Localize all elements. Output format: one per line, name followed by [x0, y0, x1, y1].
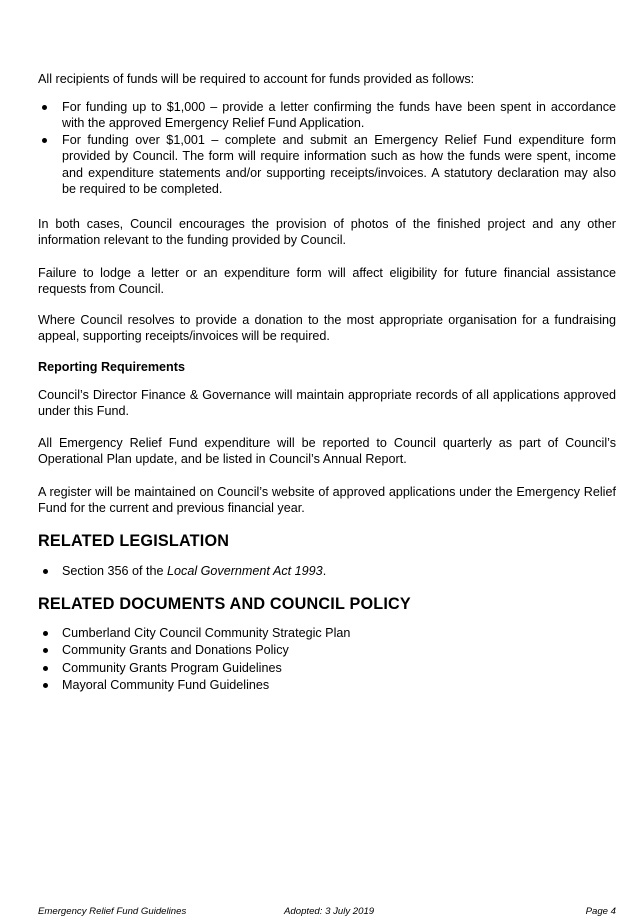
list-item: For funding up to $1,000 – provide a letter confirming the funds have been spent in accordance with the approved Emergency Relief Fund Application. — [38, 99, 616, 132]
footer-title: Emergency Relief Fund Guidelines — [38, 906, 187, 917]
footer-page-number: Page 4 — [585, 906, 616, 917]
failure-paragraph: Failure to lodge a letter or an expenditure form will affect eligibility for future financial assistance requests from Council. — [38, 266, 616, 297]
bullet-icon — [43, 569, 48, 574]
intro-paragraph: All recipients of funds will be required to account for funds provided as follows: — [38, 72, 475, 86]
bullet-icon — [43, 648, 48, 653]
list-item: Cumberland City Council Community Strategic Plan — [38, 625, 616, 642]
bullet-icon — [43, 631, 48, 636]
donation-paragraph: Where Council resolves to provide a donation to the most appropriate organisation for a fundraising appeal, supporting receipts/invoices will be required. — [38, 313, 616, 344]
accounting-list — [38, 99, 616, 197]
legislation-list — [38, 563, 616, 579]
act-title: Local Government Act 1993 — [167, 564, 323, 578]
bullet-icon — [43, 666, 48, 671]
documents-list — [38, 625, 616, 694]
footer-adopted-date: Adopted: 3 July 2019 — [284, 906, 375, 917]
photos-paragraph: In both cases, Council encourages the provision of photos of the finished project and any other information relevant to the funding provided by Council. — [38, 217, 616, 248]
documents-heading: RELATED DOCUMENTS AND COUNCIL POLICY — [38, 595, 411, 613]
bullet-icon — [43, 683, 48, 688]
reporting-paragraph-2: All Emergency Relief Fund expenditure will be reported to Council quarterly as part of Council’s Operational Plan update, and be listed in Council’s Annual Report. — [38, 436, 616, 467]
list-item: Mayoral Community Fund Guidelines — [38, 677, 616, 694]
bullet-icon — [42, 138, 47, 143]
reporting-heading: Reporting Requirements — [38, 360, 185, 374]
reporting-paragraph-1: Council’s Director Finance & Governance will maintain appropriate records of all applications approved under this Fund. — [38, 388, 616, 419]
list-item: Community Grants Program Guidelines — [38, 660, 616, 677]
list-item: Community Grants and Donations Policy — [38, 642, 616, 659]
list-item: For funding over $1,001 – complete and submit an Emergency Relief Fund expenditure form provided by Council. The form will require information such as how the funds were spent, income and expenditure statements and/or supporting receipts/invoices. A statutory declaration may also be required to be completed. — [38, 132, 616, 198]
bullet-icon — [42, 105, 47, 110]
reporting-paragraph-3: A register will be maintained on Council’s website of approved applications under the Emergency Relief Fund for the current and previous financial year. — [38, 485, 616, 516]
page-footer — [38, 906, 616, 920]
list-item: Section 356 of the Local Government Act 1993. — [38, 563, 616, 579]
legislation-heading: RELATED LEGISLATION — [38, 532, 230, 550]
